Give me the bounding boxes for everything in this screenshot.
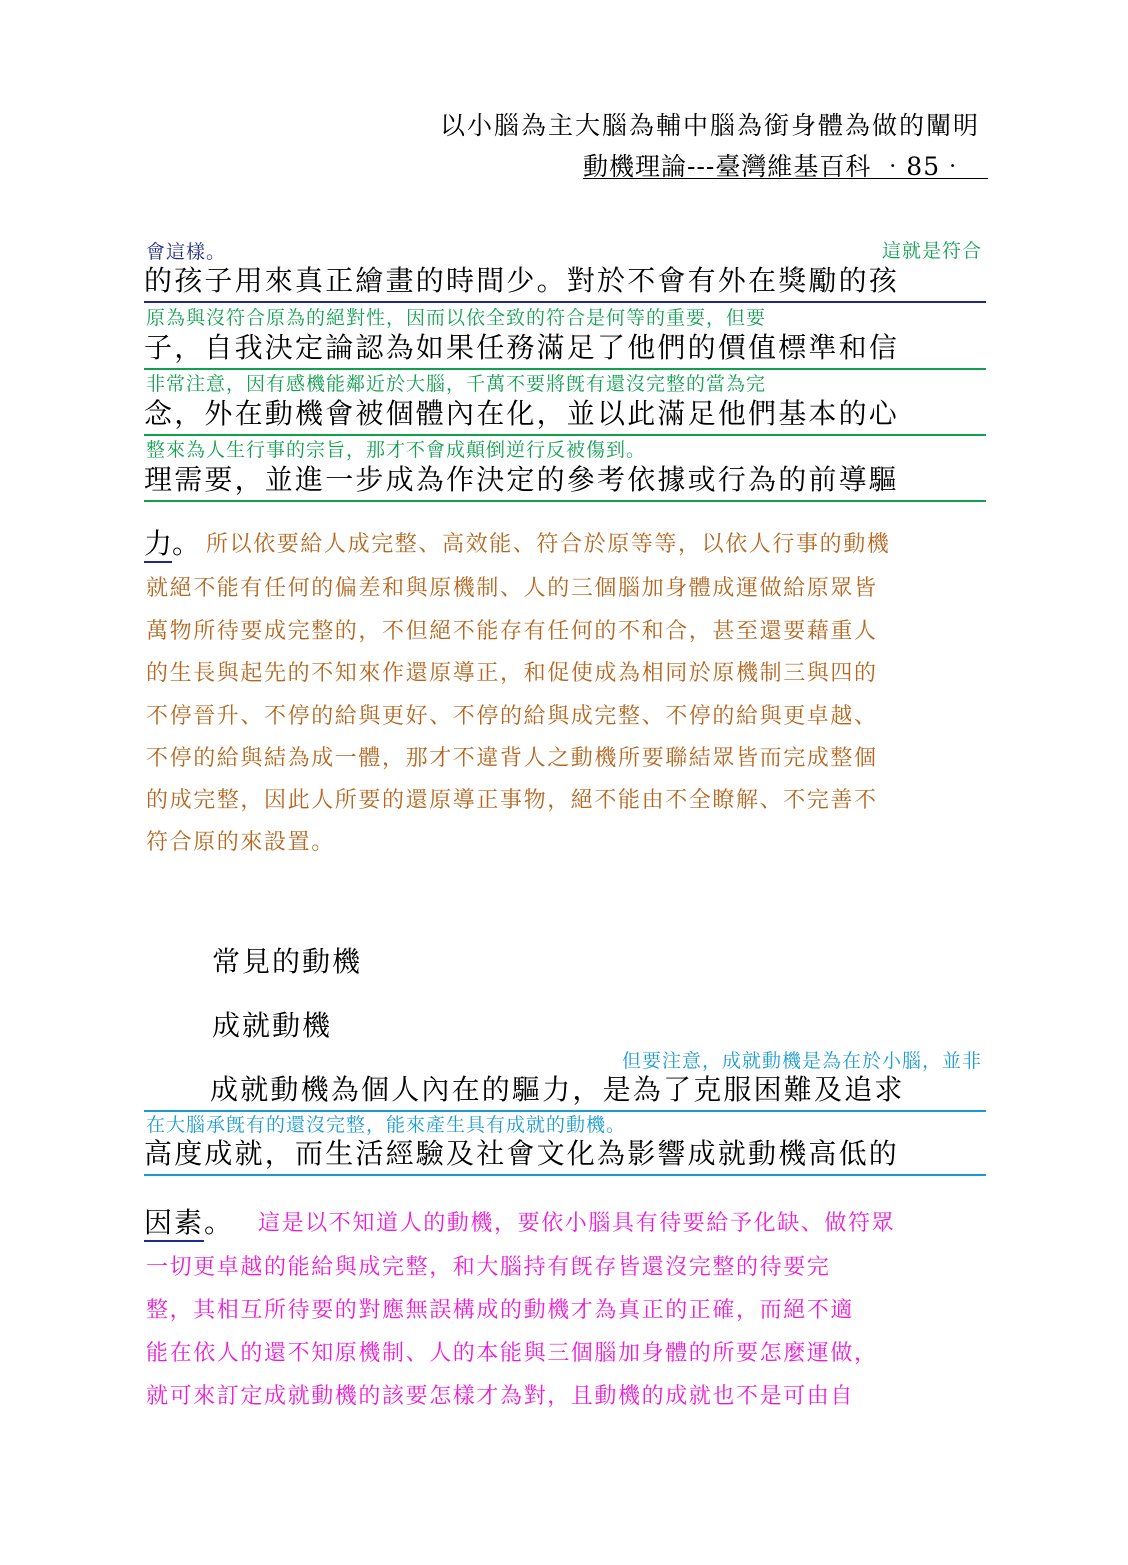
body-text-line — [144, 1201, 234, 1241]
annotation-note: 會這樣。 — [146, 241, 227, 263]
annotation-note: 非常注意，因有感機能鄰近於大腦，千萬不要將旣有還沒完整的當為完 — [146, 373, 767, 395]
commentary-line: 萬物所待要成完整的，不但絕不能存有任何的不和合，甚至還要藉重人 — [146, 619, 878, 644]
commentary-line: 一切更卓越的能給與成完整，和大腦持有旣存皆還沒完整的待要完 — [146, 1255, 831, 1280]
body-text-line: 的孩子用來真正繪畫的時間少。對於不會有外在獎勵的孩 — [144, 259, 986, 303]
commentary-line: 這是以不知道人的動機，要依小腦具有待要給予化缺、做符眾 — [258, 1211, 896, 1236]
underlined-word: 因素 — [144, 1206, 204, 1242]
annotation-note: 這就是符合 — [881, 240, 982, 262]
body-text-line: 子，自我決定論認為如果任務滿足了他們的價值標準和信 — [144, 326, 986, 370]
commentary-line: 所以依要給人成完整、高效能、符合於原等等，以依人行事的動機 — [206, 532, 891, 557]
body-text-line — [144, 1068, 986, 1112]
running-header-subtitle: 動機理論---臺灣維基百科 ‧85‧ — [583, 152, 967, 181]
punctuation: 。 — [172, 527, 201, 560]
body-text-line: 高度成就，而生活經驗及社會文化為影響成就動機高低的 — [144, 1132, 986, 1176]
commentary-line: 就可來訂定成就動機的該要怎樣才為對，且動機的成就也不是可由自 — [146, 1384, 855, 1409]
annotation-note: 整來為人生行事的宗旨，那才不會成顛倒逆行反被傷到。 — [146, 439, 647, 461]
punctuation: 。 — [204, 1206, 235, 1239]
body-text-line: 理需要，並進一步成為作決定的參考依據或行為的前導驅 — [144, 458, 986, 502]
commentary-line: 不停晉升、不停的給與更好、不停的給與成完整、不停的給與更卓越、 — [146, 704, 878, 729]
body-text: 成就動機為個人內在的驅力，是為了克服困難及追求 — [210, 1073, 905, 1106]
annotation-note: 在大腦承旣有的還沒完整，能來產生具有成就的動機。 — [146, 1114, 627, 1136]
commentary-line: 的生長與起先的不知來作還原導正，和促使成為相同於原機制三與四的 — [146, 661, 878, 686]
commentary-line: 就絕不能有任何的偏差和與原機制、人的三個腦加身體成運做給原眾皆 — [146, 576, 878, 601]
commentary-line: 符合原的來設置。 — [146, 830, 335, 855]
section-heading: 常見的動機 — [212, 945, 363, 978]
header-rule — [583, 178, 988, 179]
annotation-note: 原為與沒符合原為的絕對性，因而以依全致的符合是何等的重要，但要 — [146, 307, 767, 329]
annotation-note: 但要注意，成就動機是為在於小腦，並非 — [621, 1050, 982, 1072]
underlined-word: 力 — [144, 527, 172, 563]
body-text-line: 念，外在動機會被個體內在化，並以此滿足他們基本的心 — [144, 392, 986, 436]
body-text-line — [144, 522, 200, 562]
running-header-title: 以小腦為主大腦為輔中腦為銜身體為做的闡明 — [439, 111, 980, 140]
commentary-line: 的成完整，因此人所要的還原導正事物，絕不能由不全瞭解、不完善不 — [146, 788, 878, 813]
commentary-line: 整，其相互所待要的對應無誤構成的動機才為真正的正確，而絕不適 — [146, 1298, 855, 1323]
commentary-line: 能在依人的還不知原機制、人的本能與三個腦加身體的所要怎麼運做， — [146, 1341, 878, 1366]
subsection-heading: 成就動機 — [212, 1009, 333, 1042]
commentary-line: 不停的給與結為成一體，那才不違背人之動機所要聯結眾皆而完成整個 — [146, 746, 878, 771]
